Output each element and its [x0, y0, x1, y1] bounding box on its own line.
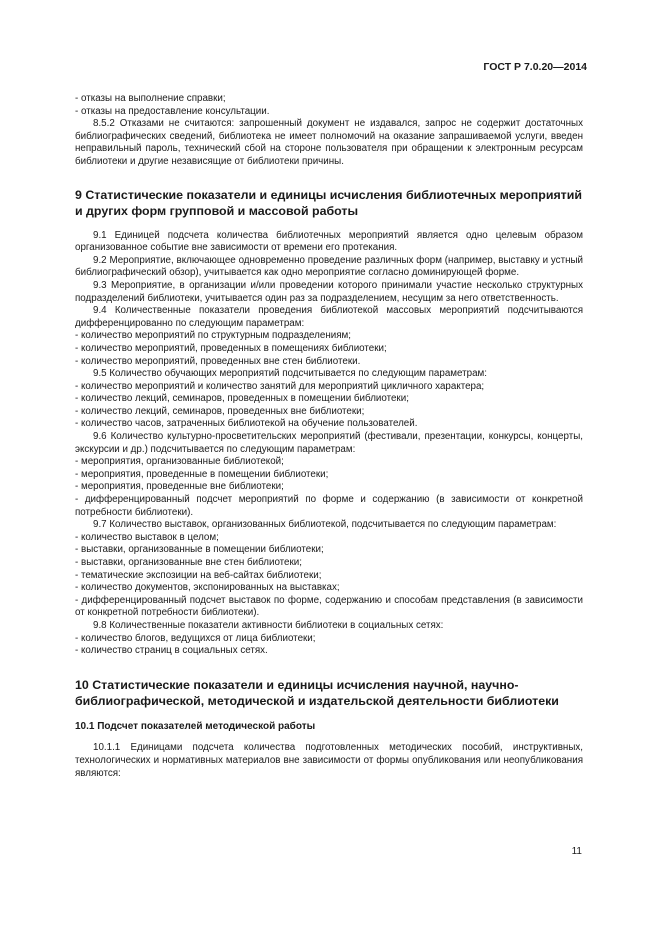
page-body: [75, 93, 583, 780]
paragraph-9-7: 9.7 Количество выставок, организованных библиотекой, подсчитывается по следующим параметрам:: [93, 519, 557, 531]
subsection-10-1-title: 10.1 Подсчет показателей методической работы: [75, 720, 316, 732]
paragraph-9-6: 9.6 Количество культурно-просветительских мероприятий (фестивали, презентации, конкурсы, концерты, экскурсии и др.) подсчитывается по следующим параметрам:: [75, 431, 583, 455]
paragraph-10-1-1: 10.1.1 Единицами подсчета количества подготовленных методических пособий, инструктивных, технологических и нормативных материалов вне зависимости от формы опубликования или неопубликования являются:: [75, 742, 583, 779]
paragraph-9-5: 9.5 Количество обучающих мероприятий подсчитывается по следующим параметрам:: [93, 368, 487, 380]
list-item: - количество документов, экспонированных на выставках;: [75, 582, 340, 594]
paragraph-8-5-2: 8.5.2 Отказами не считаются: запрошенный документ не издавался, запрос не содержит достаточных библиографических сведений, библиотека не имеет полномочий на оказание запрашиваемой услуги, введен неправильный пароль, технический сбой на стороне пользователя при обращении к электронным ресурсам библиотеки и другие независящие от библиотеки причины.: [75, 118, 583, 167]
paragraph-9-4: 9.4 Количественные показатели проведения библиотекой массовых мероприятий подсчитываются дифференцированно по следующим параметрам:: [75, 305, 583, 329]
list-item: - тематические экспозиции на веб-сайтах библиотеки;: [75, 569, 322, 581]
list-item: - количество выставок в целом;: [75, 531, 219, 543]
list-item: - дифференцированный подсчет выставок по форме, содержанию и способам представления (в зависимости от конкретной потребности библиотеки).: [75, 594, 583, 619]
list-item: - количество лекций, семинаров, проведенных в помещении библиотеки;: [75, 393, 409, 405]
list-item: - количество часов, затраченных библиотекой на обучение пользователей.: [75, 418, 418, 430]
paragraph-9-3: 9.3 Мероприятие, в организации и/или проведении которого принимали участие несколько структурных подразделений библиотеки, учитывается один раз за подразделением, несущим за него ответственность.: [75, 279, 583, 304]
list-item: - отказы на предоставление консультации.: [75, 105, 270, 117]
list-item: - выставки, организованные вне стен библиотеки;: [75, 557, 302, 568]
list-item: - количество мероприятий, проведенных в помещениях библиотеки;: [75, 342, 387, 354]
list-item: - количество страниц в социальных сетях.: [75, 645, 268, 657]
section-10-title: 10 Статистические показатели и единицы исчисления научной, научно-библиографической, методической и издательской деятельности библиотеки: [75, 677, 559, 708]
paragraph-9-8: 9.8 Количественные показатели активности библиотеки в социальных сетях:: [93, 619, 444, 631]
list-item: - количество мероприятий по структурным подразделениям;: [75, 330, 351, 342]
list-item: - количество мероприятий и количество занятий для мероприятий цикличного характера;: [75, 380, 485, 392]
paragraph-9-2: 9.2 Мероприятие, включающее одновременно проведение различных форм (например, выставку и устный библиографический обзор), учитывается как одно мероприятие согласно доминирующей форме.: [75, 254, 583, 279]
list-item: - мероприятия, организованные библиотекой;: [75, 456, 284, 468]
list-item: - количество мероприятий, проведенных вне стен библиотеки.: [75, 355, 361, 367]
page-number: 11: [571, 846, 582, 857]
list-item: - мероприятия, проведенные в помещении библиотеки;: [75, 468, 329, 480]
list-item: - отказы на выполнение справки;: [75, 93, 226, 104]
list-item: - мероприятия, проведенные вне библиотеки;: [75, 481, 284, 493]
section-9-title: 9 Статистические показатели и единицы исчисления библиотечных мероприятий и других форм групповой и массовой работы: [75, 187, 582, 218]
list-item: - выставки, организованные в помещении библиотеки;: [75, 544, 324, 556]
standard-id: ГОСТ Р 7.0.20—2014: [483, 61, 587, 73]
list-item: - дифференцированный подсчет мероприятий по форме и содержанию (в зависимости от конкретной потребности библиотеки).: [75, 494, 583, 518]
paragraph-9-1: 9.1 Единицей подсчета количества библиотечных мероприятий является одно целевым образом организованное событие вне зависимости от времени его протекания.: [75, 229, 583, 254]
list-item: - количество блогов, ведущихся от лица библиотеки;: [75, 632, 316, 644]
list-item: - количество лекций, семинаров, проведенных вне библиотеки;: [75, 405, 365, 417]
